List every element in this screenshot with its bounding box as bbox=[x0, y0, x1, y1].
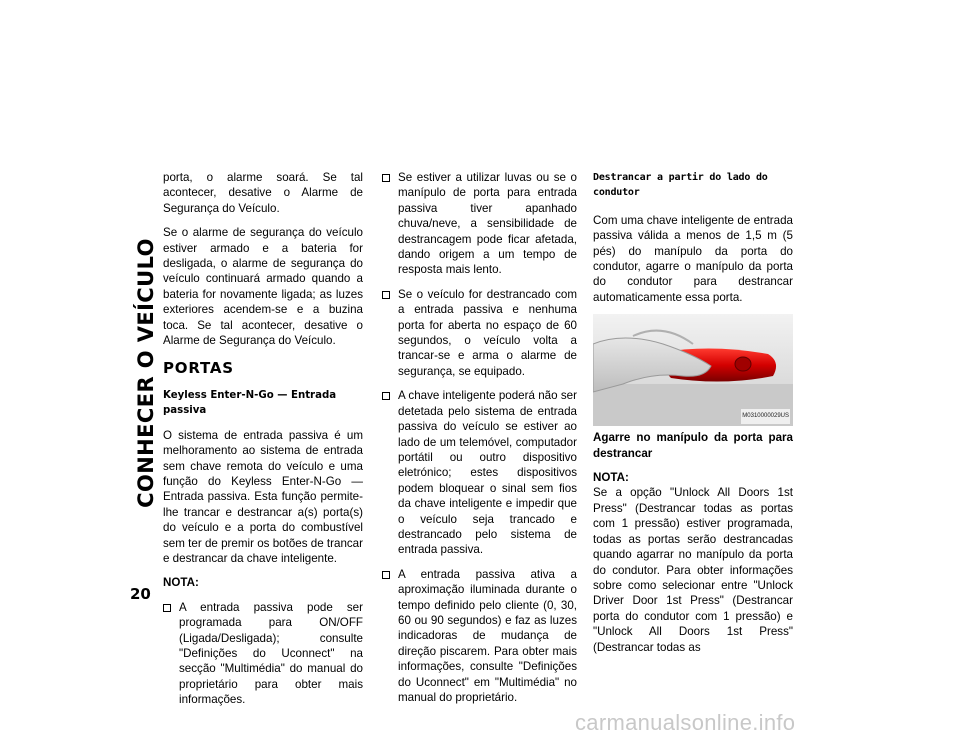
figure-code: M0310000029US bbox=[741, 409, 790, 424]
checkbox-bullet-icon bbox=[382, 174, 390, 182]
bullet-item bbox=[382, 170, 577, 278]
bullet-text: A entrada passiva ativa a aproximação iluminada durante o tempo definido pelo cliente (0, 30, 60 ou 90 segundos) e faz as luzes indicadoras de mudança de direção piscarem. Para obter mais informações, consulte "Definições do Uconnect" em "Multimédia" no manual do proprietário. bbox=[398, 567, 577, 704]
watermark: carmanualsonline.info bbox=[575, 710, 796, 735]
paragraph: porta, o alarme soará. Se tal acontecer, desative o Alarme de Segurança do Veículo. bbox=[163, 171, 363, 215]
note-label: NOTA: bbox=[163, 576, 199, 590]
paragraph: O sistema de entrada passiva é um melhoramento ao sistema de entrada sem chave remota do veículo e uma função do Keyless Enter-N-Go — Entrada passiva. Esta função permite-lhe trancar e destrancar a(s) porta(s) do veículo e a porta do combustível sem ter de premir os botões de trancar e destrancar da chave inteligente. bbox=[163, 428, 363, 565]
column-3 bbox=[593, 170, 793, 664]
bullet-text: A chave inteligente poderá não ser detetada pelo sistema de entrada passiva do veículo se estiver ao lado de um telemóvel, computador portátil ou outro dispositivo eletrónico; estes dispositivos podem bloquear o sinal sem fios da chave inteligente e impedir que o veículo seja trancado e destrancado pelo sistema de entrada passiva. bbox=[398, 389, 577, 557]
bullet-item bbox=[163, 600, 363, 708]
note-label: NOTA: bbox=[593, 471, 629, 485]
checkbox-bullet-icon bbox=[382, 291, 390, 299]
checkbox-bullet-icon bbox=[382, 392, 390, 400]
column-2 bbox=[382, 170, 577, 714]
bullet-item bbox=[382, 287, 577, 379]
figure-caption: Agarre no manípulo da porta para destrancar bbox=[593, 431, 793, 460]
checkbox-bullet-icon bbox=[163, 604, 171, 612]
paragraph: Se o alarme de segurança do veículo estiver armado e a bateria for desligada, o alarme de segurança do veículo continuará armado quando a bateria for novamente ligada; as luzes exteriores acendem-se e a buzina toca. Se tal acontecer, desative o Alarme de Segurança do Veículo. bbox=[163, 226, 363, 348]
page-number: 20 bbox=[130, 585, 151, 603]
bullet-text: Se o veículo for destrancado com a entrada passiva e nenhuma porta for aberta no espaço de 60 segundos, o veículo volta a trancar-se e arma o alarme de segurança, se equipado. bbox=[398, 287, 577, 378]
paragraph: Com uma chave inteligente de entrada passiva válida a menos de 1,5 m (5 pés) do manípulo da porta do condutor, agarre o manípulo da porta do condutor para destrancar automaticamente essa porta. bbox=[593, 213, 793, 304]
column-1 bbox=[163, 170, 363, 717]
bullet-item bbox=[382, 388, 577, 557]
bullet-text: Se estiver a utilizar luvas ou se o manípulo de porta para entrada passiva tiver apanhado chuva/neve, a sensibilidade de destrancagem pode ficar afetada, dando origem a um tempo de resposta mais lento. bbox=[398, 171, 577, 277]
checkbox-bullet-icon bbox=[382, 571, 390, 579]
section-heading: PORTAS bbox=[163, 359, 234, 378]
section-side-title-text: CONHECER O VEÍCULO bbox=[134, 238, 159, 508]
bullet-item bbox=[382, 567, 577, 706]
paragraph: Se a opção "Unlock All Doors 1st Press" (Destrancar todas as portas com 1 pressão) estiver programada, todas as portas serão destrancadas quando agarrar no manípulo da porta do condutor. Para obter informações sobre como selecionar entre "Unlock Driver Door 1st Press" (Destrancar porta do condutor com 1 pressão) e "Unlock All Doors 1st Press" (Destrancar todas as bbox=[593, 486, 793, 654]
door-handle-photo bbox=[593, 314, 793, 426]
subsection-heading: Keyless Enter-N-Go — Entrada passiva bbox=[163, 389, 337, 417]
subsection-heading: Destrancar a partir do lado do condutor bbox=[593, 172, 768, 199]
section-side-title bbox=[125, 168, 167, 578]
bullet-text: A entrada passiva pode ser programada para ON/OFF (Ligada/Desligada); consulte "Definições do Uconnect" na secção "Multimédia" do manual do proprietário para obter mais informações. bbox=[179, 600, 363, 707]
